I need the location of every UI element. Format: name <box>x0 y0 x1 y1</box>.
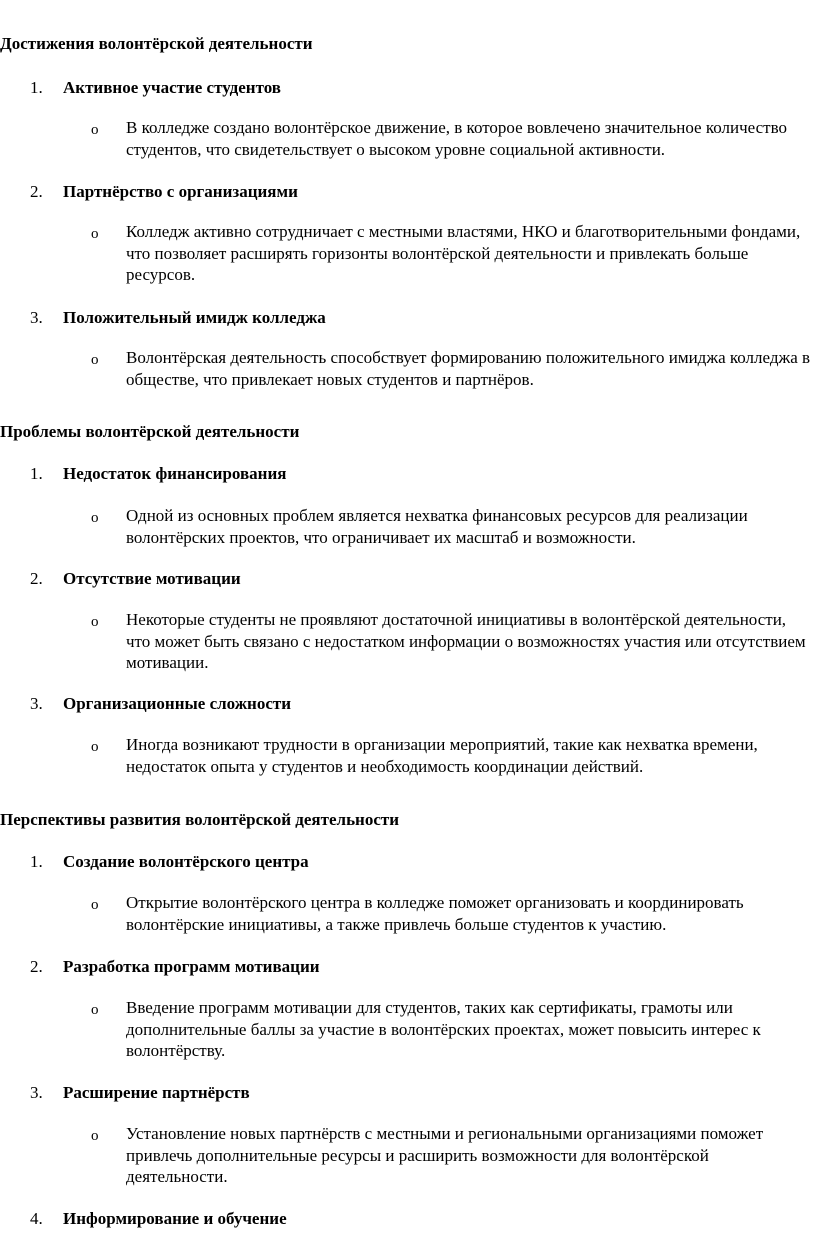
list-item-title: Отсутствие мотивации <box>63 569 241 588</box>
list-item-title: Недостаток финансирования <box>63 464 287 483</box>
bullet-marker: o <box>91 897 99 913</box>
list-item-title: Активное участие студентов <box>63 78 281 97</box>
list-item-title: Создание волонтёрского центра <box>63 852 309 871</box>
list-number: 4. <box>30 1209 43 1228</box>
list-item-title: Расширение партнёрств <box>63 1083 250 1102</box>
list-number: 3. <box>30 694 43 713</box>
list-item-title: Партнёрство с организациями <box>63 182 298 201</box>
list-item-title: Положительный имидж колледжа <box>63 308 326 327</box>
list-item-text: Волонтёрская деятельность способствует формированию положительного имиджа колледжа в обществе, что привлекает новых студентов и партнёров. <box>126 348 811 389</box>
list-number: 1. <box>30 464 43 483</box>
bullet-marker: o <box>91 510 99 526</box>
bullet-marker: o <box>91 1002 99 1018</box>
list-item-text: Некоторые студенты не проявляют достаточной инициативы в волонтёрской деятельности, что может быть связано с недостатком информации о возможностях участия или отсутствием мотивации. <box>126 610 806 672</box>
list-number: 3. <box>30 308 43 327</box>
list-item-text: Введение программ мотивации для студентов, таких как сертификаты, грамоты или дополнительные баллы за участие в волонтёрских проектах, может повысить интерес к волонтёрству. <box>126 998 761 1060</box>
list-item-text: Иногда возникают трудности в организации мероприятий, такие как нехватка времени, недостаток опыта у студентов и необходимость координации действий. <box>126 735 758 776</box>
bullet-marker: o <box>91 1128 99 1144</box>
list-item-title: Разработка программ мотивации <box>63 957 320 976</box>
list-item-text: Открытие волонтёрского центра в колледже поможет организовать и координировать волонтёрские инициативы, а также привлечь больше студентов к участию. <box>126 893 744 934</box>
list-number: 2. <box>30 957 43 976</box>
bullet-marker: o <box>91 226 99 242</box>
bullet-marker: o <box>91 614 99 630</box>
list-item-text: Установление новых партнёрств с местными и региональными организациями поможет привлечь дополнительные ресурсы и расширить возможности для волонтёрской деятельности. <box>126 1124 764 1186</box>
list-item-title: Организационные сложности <box>63 694 292 713</box>
list-item-text: В колледже создано волонтёрское движение, в которое вовлечено значительное количество студентов, что свидетельствует о высоком уровне социальной активности. <box>126 118 787 159</box>
list-item-text: Колледж активно сотрудничает с местными властями, НКО и благотворительными фондами, что позволяет расширять горизонты волонтёрской деятельности и привлекать больше ресурсов. <box>126 222 801 284</box>
section-heading-problems: Проблемы волонтёрской деятельности <box>0 422 300 441</box>
list-number: 2. <box>30 569 43 588</box>
bullet-marker: o <box>91 739 99 755</box>
list-number: 3. <box>30 1083 43 1102</box>
bullet-marker: o <box>91 122 99 138</box>
section-heading-prospects: Перспективы развития волонтёрской деятельности <box>0 810 400 829</box>
section-heading-achievements: Достижения волонтёрской деятельности <box>0 34 313 53</box>
list-number: 1. <box>30 852 43 871</box>
list-item-title: Информирование и обучение <box>63 1209 287 1228</box>
list-number: 2. <box>30 182 43 201</box>
list-number: 1. <box>30 78 43 97</box>
bullet-marker: o <box>91 352 99 368</box>
list-item-text: Одной из основных проблем является нехватка финансовых ресурсов для реализации волонтёрских проектов, что ограничивает их масштаб и возможности. <box>126 506 748 547</box>
